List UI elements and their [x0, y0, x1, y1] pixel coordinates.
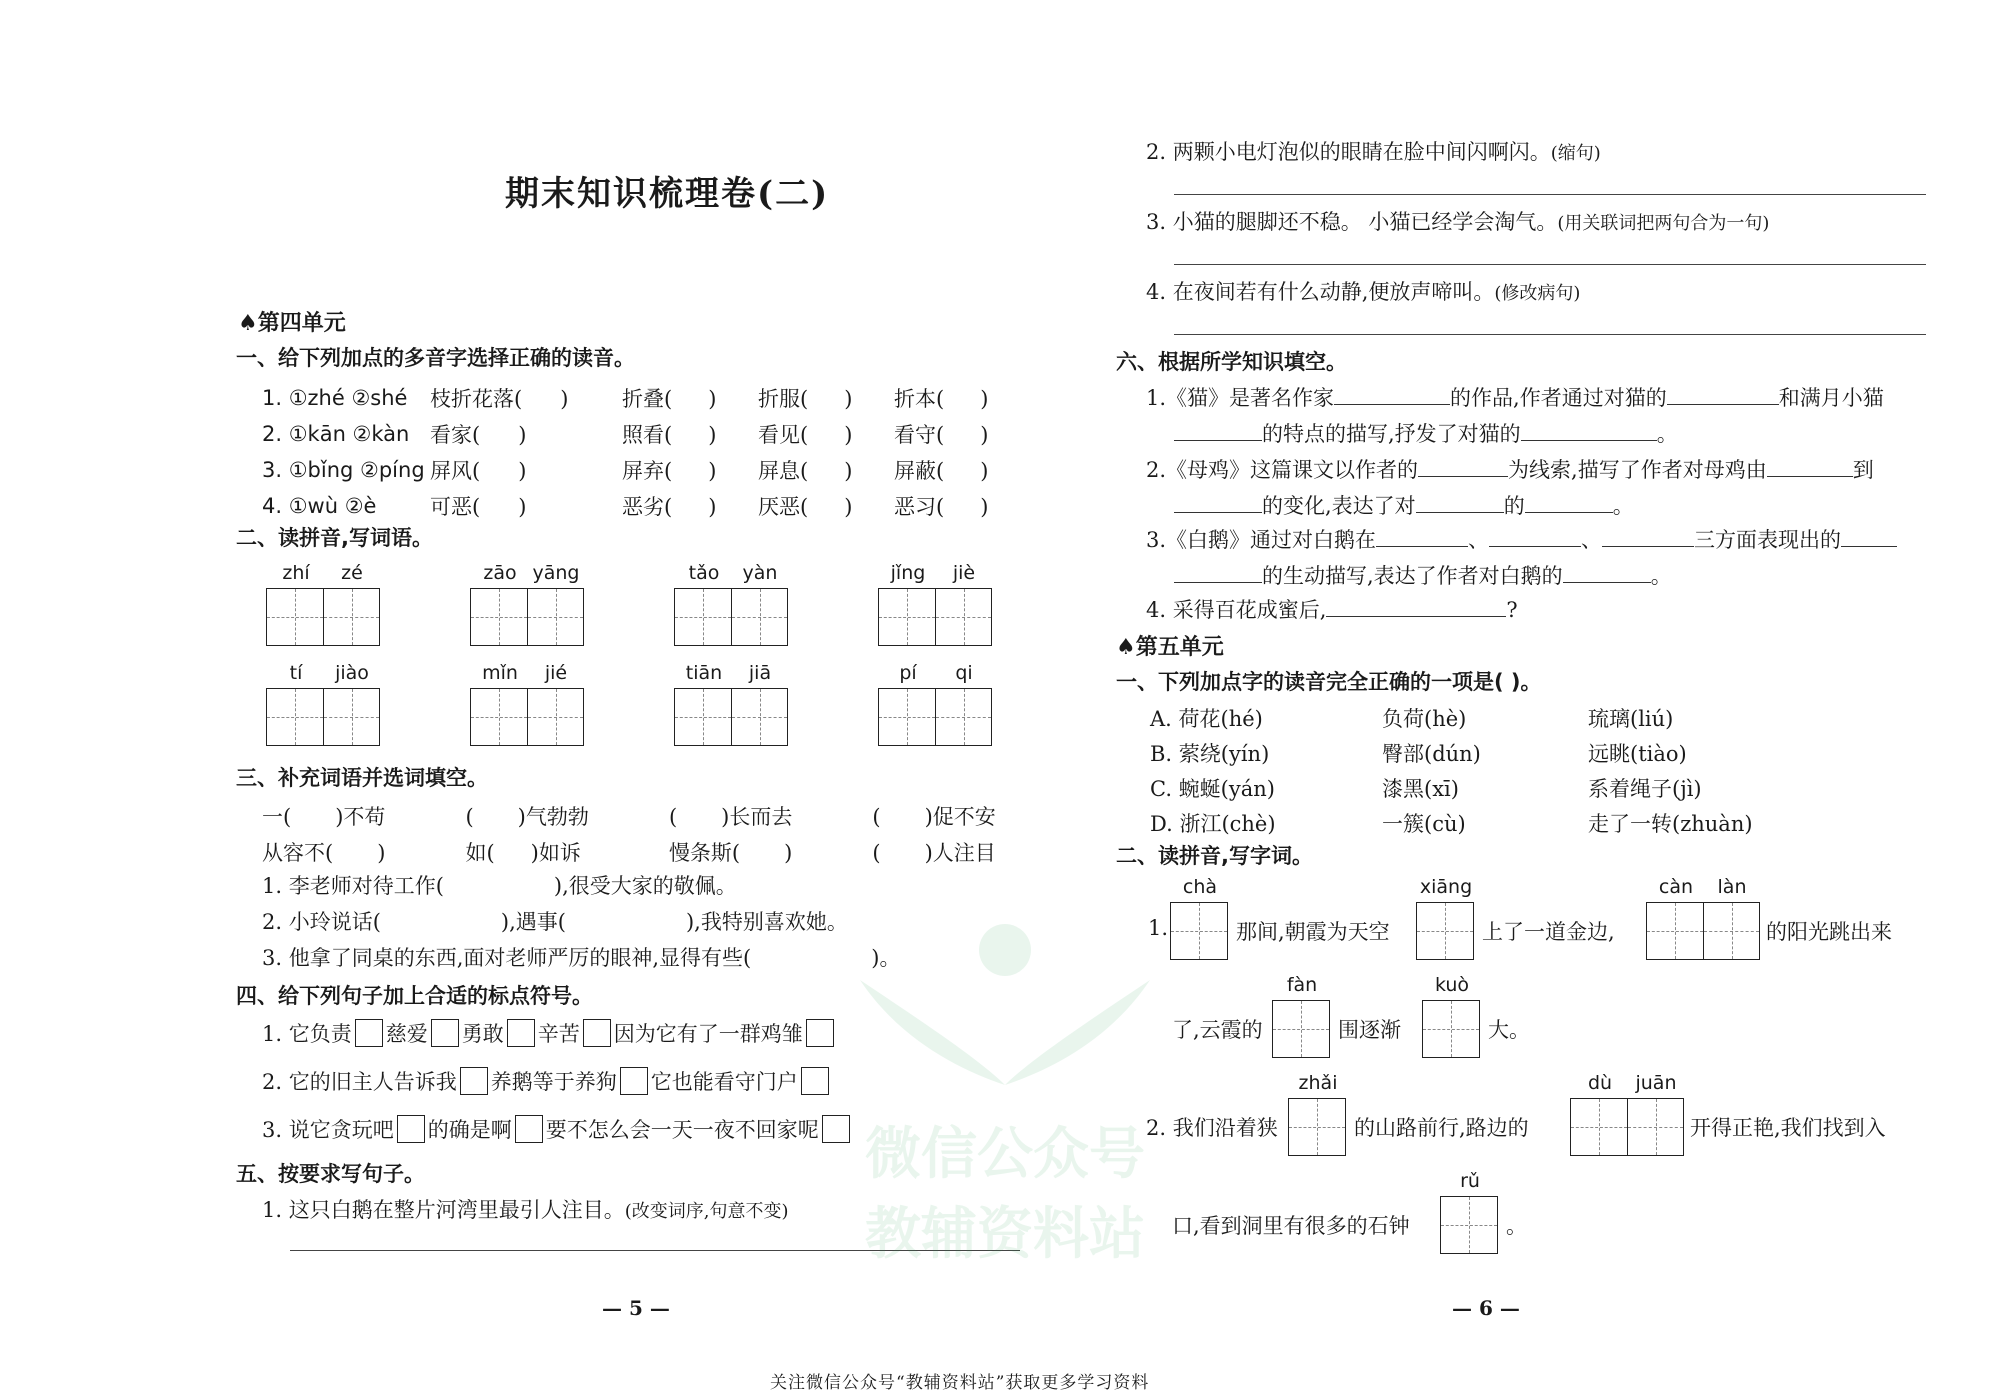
- section-3-heading: 三、补充词语并选词填空。: [236, 766, 488, 790]
- answer-line[interactable]: [1174, 194, 1926, 195]
- footer-note: 关注微信公众号“教辅资料站”获取更多学习资料: [770, 1373, 1150, 1393]
- fill-question-3: 3. 他拿了同桌的东西,面对老师严厉的眼神,显得有些( )。: [262, 946, 901, 970]
- knowledge-fill-2: 2.《母鸡》这篇课文以作者的 为线索,描写了作者对母鸡由 到: [1146, 458, 1874, 482]
- pinyin-label: tǎo: [688, 562, 720, 584]
- pinyin-label: tiān: [685, 662, 723, 684]
- pinyin-label: xiāng: [1419, 876, 1473, 898]
- unit5-section-2-heading: 二、读拼音,写字词。: [1116, 844, 1313, 868]
- pinyin-label: jiā: [748, 662, 772, 684]
- option-row-c[interactable]: C. 蜿蜒(yán) 漆黑(xī) 系着绳子(jì): [1150, 776, 1702, 801]
- pinyin-label: juān: [1635, 1072, 1677, 1094]
- punctuation-box[interactable]: [397, 1115, 425, 1143]
- sentence-fragment: 2. 我们沿着狭: [1146, 1116, 1278, 1140]
- pinyin-label: mǐn: [482, 662, 518, 684]
- pinyin-label: qi: [955, 662, 973, 684]
- knowledge-fill-1: 1.《猫》是著名作家 的作品,作者通过对猫的 和满月小猫: [1146, 386, 1884, 410]
- option-row-b[interactable]: B. 萦绕(yín) 臀部(dún) 远眺(tiào): [1150, 741, 1687, 766]
- section-5-heading: 五、按要求写句子。: [236, 1162, 425, 1186]
- knowledge-fill-3: 3.《白鹅》通过对白鹅在 、 、 三方面表现出的: [1146, 524, 1897, 554]
- page-title: 期末知识梳理卷(二): [505, 174, 830, 214]
- writing-grid[interactable]: [1570, 1098, 1684, 1156]
- sentence-fragment: 了,云霞的: [1172, 1018, 1263, 1042]
- fill-question-1: 1. 李老师对待工作( ),很受大家的敬佩。: [262, 874, 737, 898]
- sentence-fragment: 的阳光跳出来: [1766, 920, 1892, 944]
- watermark-logo-icon: [840, 910, 1170, 1090]
- watermark-line-1: 微信公众号: [865, 1122, 1145, 1187]
- polyphone-table: [262, 380, 1022, 524]
- writing-grid[interactable]: [470, 688, 584, 746]
- idiom-row: 从容不( ) 如( )如诉 慢条斯( ) ( )人注目: [262, 841, 996, 865]
- writing-grid[interactable]: [266, 688, 380, 746]
- rewrite-question-2: 2. 两颗小电灯泡似的眼睛在脸中间闪啊闪。(缩句): [1146, 140, 1601, 164]
- rewrite-question-4: 4. 在夜间若有什么动静,便放声啼叫。(修改病句): [1146, 280, 1581, 304]
- pinyin-label: zé: [341, 562, 363, 584]
- polyphone-row: 4. ①wù ②è 可恶( ) 恶劣( ) 厌恶( ) 恶习( ): [262, 494, 989, 519]
- writing-grid[interactable]: [674, 588, 788, 646]
- pinyin-label: kuò: [1434, 974, 1470, 996]
- pinyin-label: yāng: [532, 562, 580, 584]
- writing-grid[interactable]: [1440, 1196, 1498, 1254]
- idiom-row: 一( )不苟 ( )气勃勃 ( )长而去 ( )促不安: [262, 805, 996, 829]
- sentence-fragment: 。: [1506, 1214, 1527, 1238]
- answer-line[interactable]: [1174, 334, 1926, 335]
- page-number: — 6 —: [1452, 1296, 1520, 1320]
- writing-grid[interactable]: [1272, 1000, 1330, 1058]
- writing-grid[interactable]: [878, 688, 992, 746]
- section-2-heading: 二、读拼音,写词语。: [236, 526, 433, 550]
- rewrite-question-1: 1. 这只白鹅在整片河湾里最引人注目。(改变词序,句意不变): [262, 1198, 789, 1222]
- writing-grid[interactable]: [878, 588, 992, 646]
- punctuation-box[interactable]: [507, 1019, 535, 1047]
- pinyin-label: chà: [1182, 876, 1218, 898]
- knowledge-fill-3b: 的生动描写,表达了作者对白鹅的 。: [1174, 560, 1672, 590]
- pinyin-label: fàn: [1286, 974, 1318, 996]
- pinyin-label: jié: [544, 662, 568, 684]
- reading-options: [1150, 700, 1870, 840]
- pinyin-label: zhí: [282, 562, 310, 584]
- writing-grid[interactable]: [674, 688, 788, 746]
- section-1-heading: 一、给下列加点的多音字选择正确的读音。: [236, 346, 635, 370]
- punctuation-box[interactable]: [515, 1115, 543, 1143]
- punctuation-box[interactable]: [431, 1019, 459, 1047]
- punctuation-box[interactable]: [801, 1067, 829, 1095]
- punctuation-box[interactable]: [583, 1019, 611, 1047]
- knowledge-fill-2b: 的变化,表达了对 的 。: [1174, 490, 1634, 520]
- watermark-line-2: 教辅资料站: [865, 1202, 1145, 1267]
- page-number: — 5 —: [602, 1296, 670, 1320]
- polyphone-row: 3. ①bǐng ②píng 屏风( ) 屏弃( ) 屏息( ) 屏蔽( ): [262, 458, 989, 483]
- punctuation-box[interactable]: [806, 1019, 834, 1047]
- punctuation-question-3: 3. 说它贪玩吧 的确是啊 要不怎么会一天一夜不回家呢: [262, 1114, 853, 1144]
- polyphone-row: 2. ①kān ②kàn 看家( ) 照看( ) 看见( ) 看守( ): [262, 422, 989, 447]
- pinyin-label: tí: [289, 662, 303, 684]
- pinyin-label: jiào: [335, 662, 369, 684]
- unit-4-heading: ♠第四单元: [238, 311, 346, 336]
- sentence-fragment: 那间,朝霞为天空: [1236, 920, 1390, 944]
- writing-grid[interactable]: [1422, 1000, 1480, 1058]
- sentence-fragment: 上了一道金边,: [1482, 920, 1615, 944]
- polyphone-row: 1. ①zhé ②shé 枝折花落( ) 折叠( ) 折服( ) 折本( ): [262, 386, 989, 411]
- unit5-section-1-heading: 一、下列加点字的读音完全正确的一项是( )。: [1116, 670, 1542, 694]
- pinyin-label: càn: [1658, 876, 1694, 898]
- punctuation-question-1: 1. 它负责 慈爱 勇敢 辛苦 因为它有了一群鸡雏: [262, 1018, 837, 1048]
- punctuation-box[interactable]: [620, 1067, 648, 1095]
- section-4-heading: 四、给下列句子加上合适的标点符号。: [236, 984, 593, 1008]
- writing-grid[interactable]: [1288, 1098, 1346, 1156]
- sentence-fragment: 的山路前行,路边的: [1354, 1116, 1529, 1140]
- sentence-fragment: 开得正艳,我们找到入: [1690, 1116, 1886, 1140]
- punctuation-box[interactable]: [460, 1067, 488, 1095]
- punctuation-question-2: 2. 它的旧主人告诉我 养鹅等于养狗 它也能看守门户: [262, 1066, 832, 1096]
- question-number: 1.: [1148, 916, 1169, 940]
- pinyin-label: rǔ: [1460, 1170, 1480, 1192]
- sentence-fragment: 围逐渐: [1338, 1018, 1401, 1042]
- unit-5-heading: ♠第五单元: [1116, 635, 1224, 660]
- pinyin-label: zhǎi: [1298, 1072, 1338, 1094]
- writing-grid[interactable]: [1170, 902, 1228, 960]
- rewrite-question-3: 3. 小猫的腿脚还不稳。 小猫已经学会淘气。(用关联词把两句合为一句): [1146, 210, 1770, 234]
- sentence-fragment: 口,看到洞里有很多的石钟: [1172, 1214, 1410, 1238]
- section-6-heading: 六、根据所学知识填空。: [1116, 350, 1347, 374]
- answer-line[interactable]: [1174, 264, 1926, 265]
- knowledge-fill-1b: 的特点的描写,抒发了对猫的 。: [1174, 418, 1678, 448]
- pinyin-label: pí: [899, 662, 917, 684]
- punctuation-box[interactable]: [355, 1019, 383, 1047]
- pinyin-label: zāo: [483, 562, 517, 584]
- pinyin-label: làn: [1717, 876, 1747, 898]
- sentence-fragment: 大。: [1488, 1018, 1530, 1042]
- idiom-grid: [262, 798, 1022, 870]
- writing-grid[interactable]: [1646, 902, 1760, 960]
- writing-grid[interactable]: [470, 588, 584, 646]
- pinyin-label: yàn: [742, 562, 778, 584]
- pinyin-label: jiè: [952, 562, 976, 584]
- pinyin-label: dù: [1587, 1072, 1613, 1094]
- option-row-a[interactable]: A. 荷花(hé) 负荷(hè) 琉璃(liú): [1150, 706, 1674, 731]
- writing-grid[interactable]: [266, 588, 380, 646]
- option-row-d[interactable]: D. 浙江(chè) 一簇(cù) 走了一转(zhuàn): [1150, 811, 1753, 836]
- pinyin-label: jǐng: [890, 562, 926, 584]
- writing-grid[interactable]: [1416, 902, 1474, 960]
- fill-question-2: 2. 小玲说话( ),遇事( ),我特别喜欢她。: [262, 910, 848, 934]
- knowledge-fill-4: 4. 采得百花成蜜后, ?: [1146, 598, 1518, 622]
